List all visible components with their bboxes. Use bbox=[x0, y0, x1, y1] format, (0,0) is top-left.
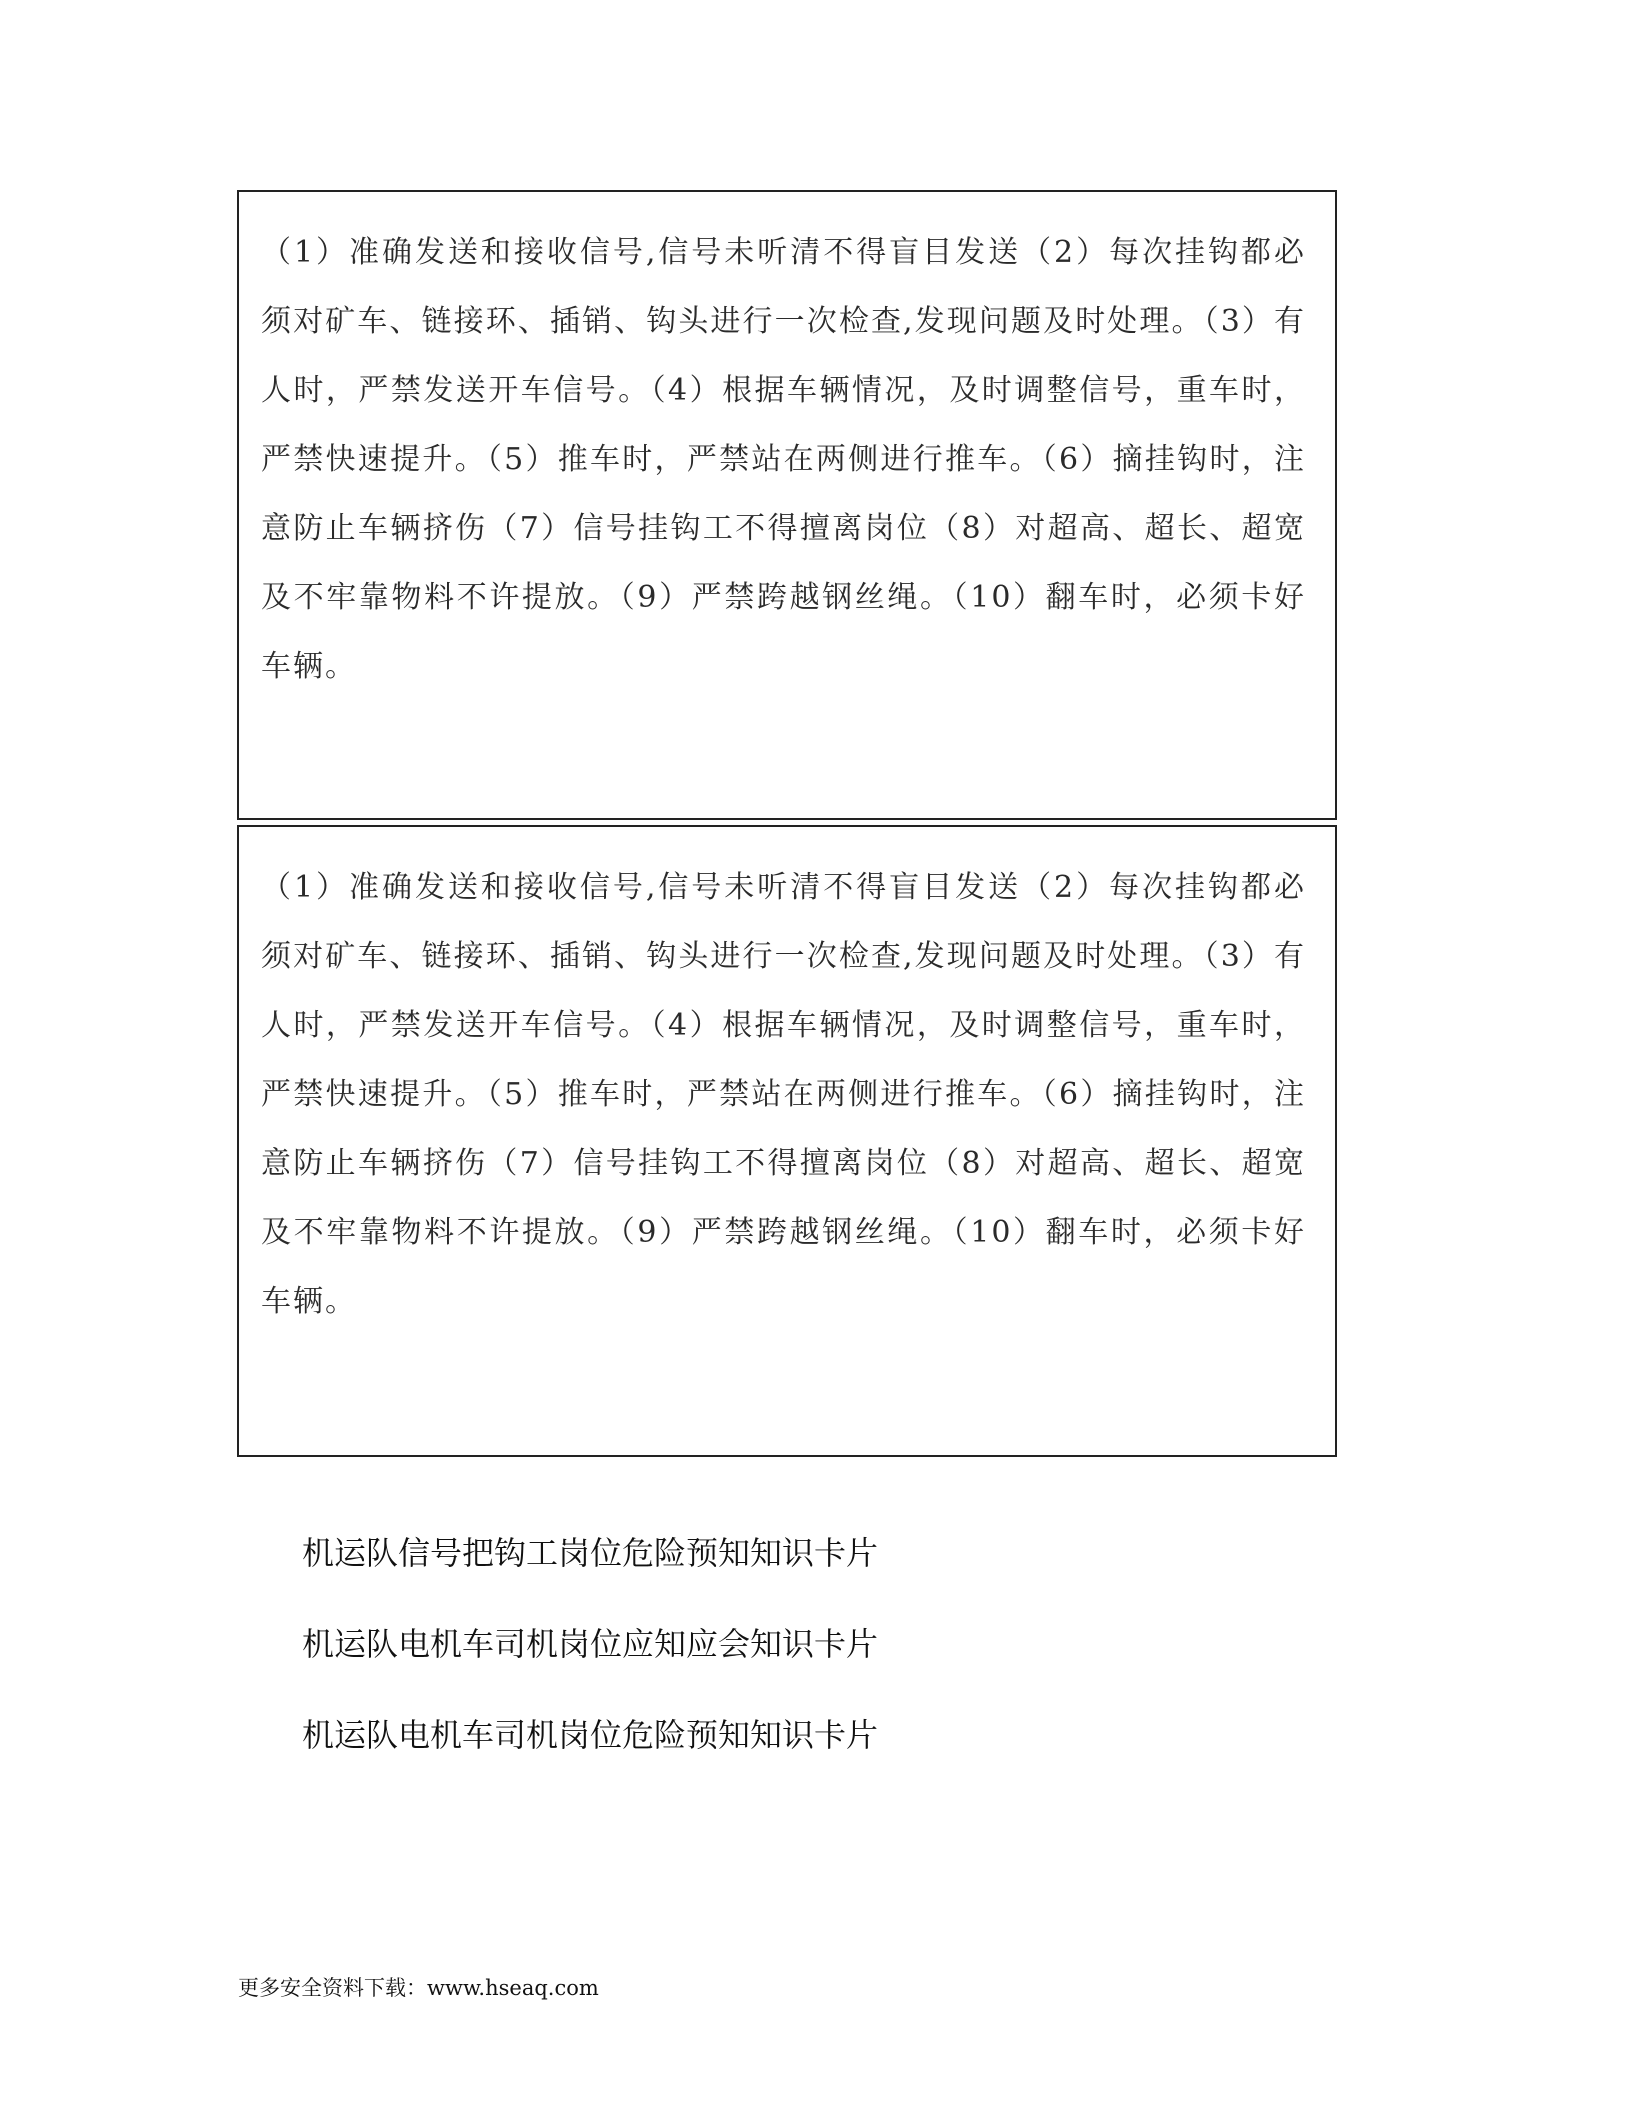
knowledge-card-2 bbox=[237, 825, 1337, 1457]
card-title-locomotive-driver-hazard: 机运队电机车司机岗位危险预知知识卡片 bbox=[302, 1716, 879, 1754]
footer-download-note: 更多安全资料下载：www.hseaq.com bbox=[238, 1976, 599, 2000]
card-text: （1）准确发送和接收信号,信号未听清不得盲目发送（2）每次挂钩都必须对矿车、链接环、插销、钩头进行一次检查,发现问题及时处理。（3）有人时，严禁发送开车信号。（4）根据车辆情况，及时调整信号，重车时，严禁快速提升。（5）推车时，严禁站在两侧进行推车。（6）摘挂钩时，注意防止车辆挤伤（7）信号挂钩工不得擅离岗位（8）对超高、超长、超宽及不牢靠物料不许提放。（9）严禁跨越钢丝绳。（10）翻车时，必须卡好车辆。 bbox=[261, 870, 1306, 1319]
card-title-locomotive-driver-knowledge: 机运队电机车司机岗位应知应会知识卡片 bbox=[302, 1625, 879, 1663]
knowledge-card-1 bbox=[237, 190, 1337, 820]
card-title-signal-hook-hazard: 机运队信号把钩工岗位危险预知知识卡片 bbox=[302, 1534, 879, 1572]
card-text: （1）准确发送和接收信号,信号未听清不得盲目发送（2）每次挂钩都必须对矿车、链接环、插销、钩头进行一次检查,发现问题及时处理。（3）有人时，严禁发送开车信号。（4）根据车辆情况，及时调整信号，重车时，严禁快速提升。（5）推车时，严禁站在两侧进行推车。（6）摘挂钩时，注意防止车辆挤伤（7）信号挂钩工不得擅离岗位（8）对超高、超长、超宽及不牢靠物料不许提放。（9）严禁跨越钢丝绳。（10）翻车时，必须卡好车辆。 bbox=[261, 235, 1306, 684]
card-title-list bbox=[302, 1508, 878, 1781]
